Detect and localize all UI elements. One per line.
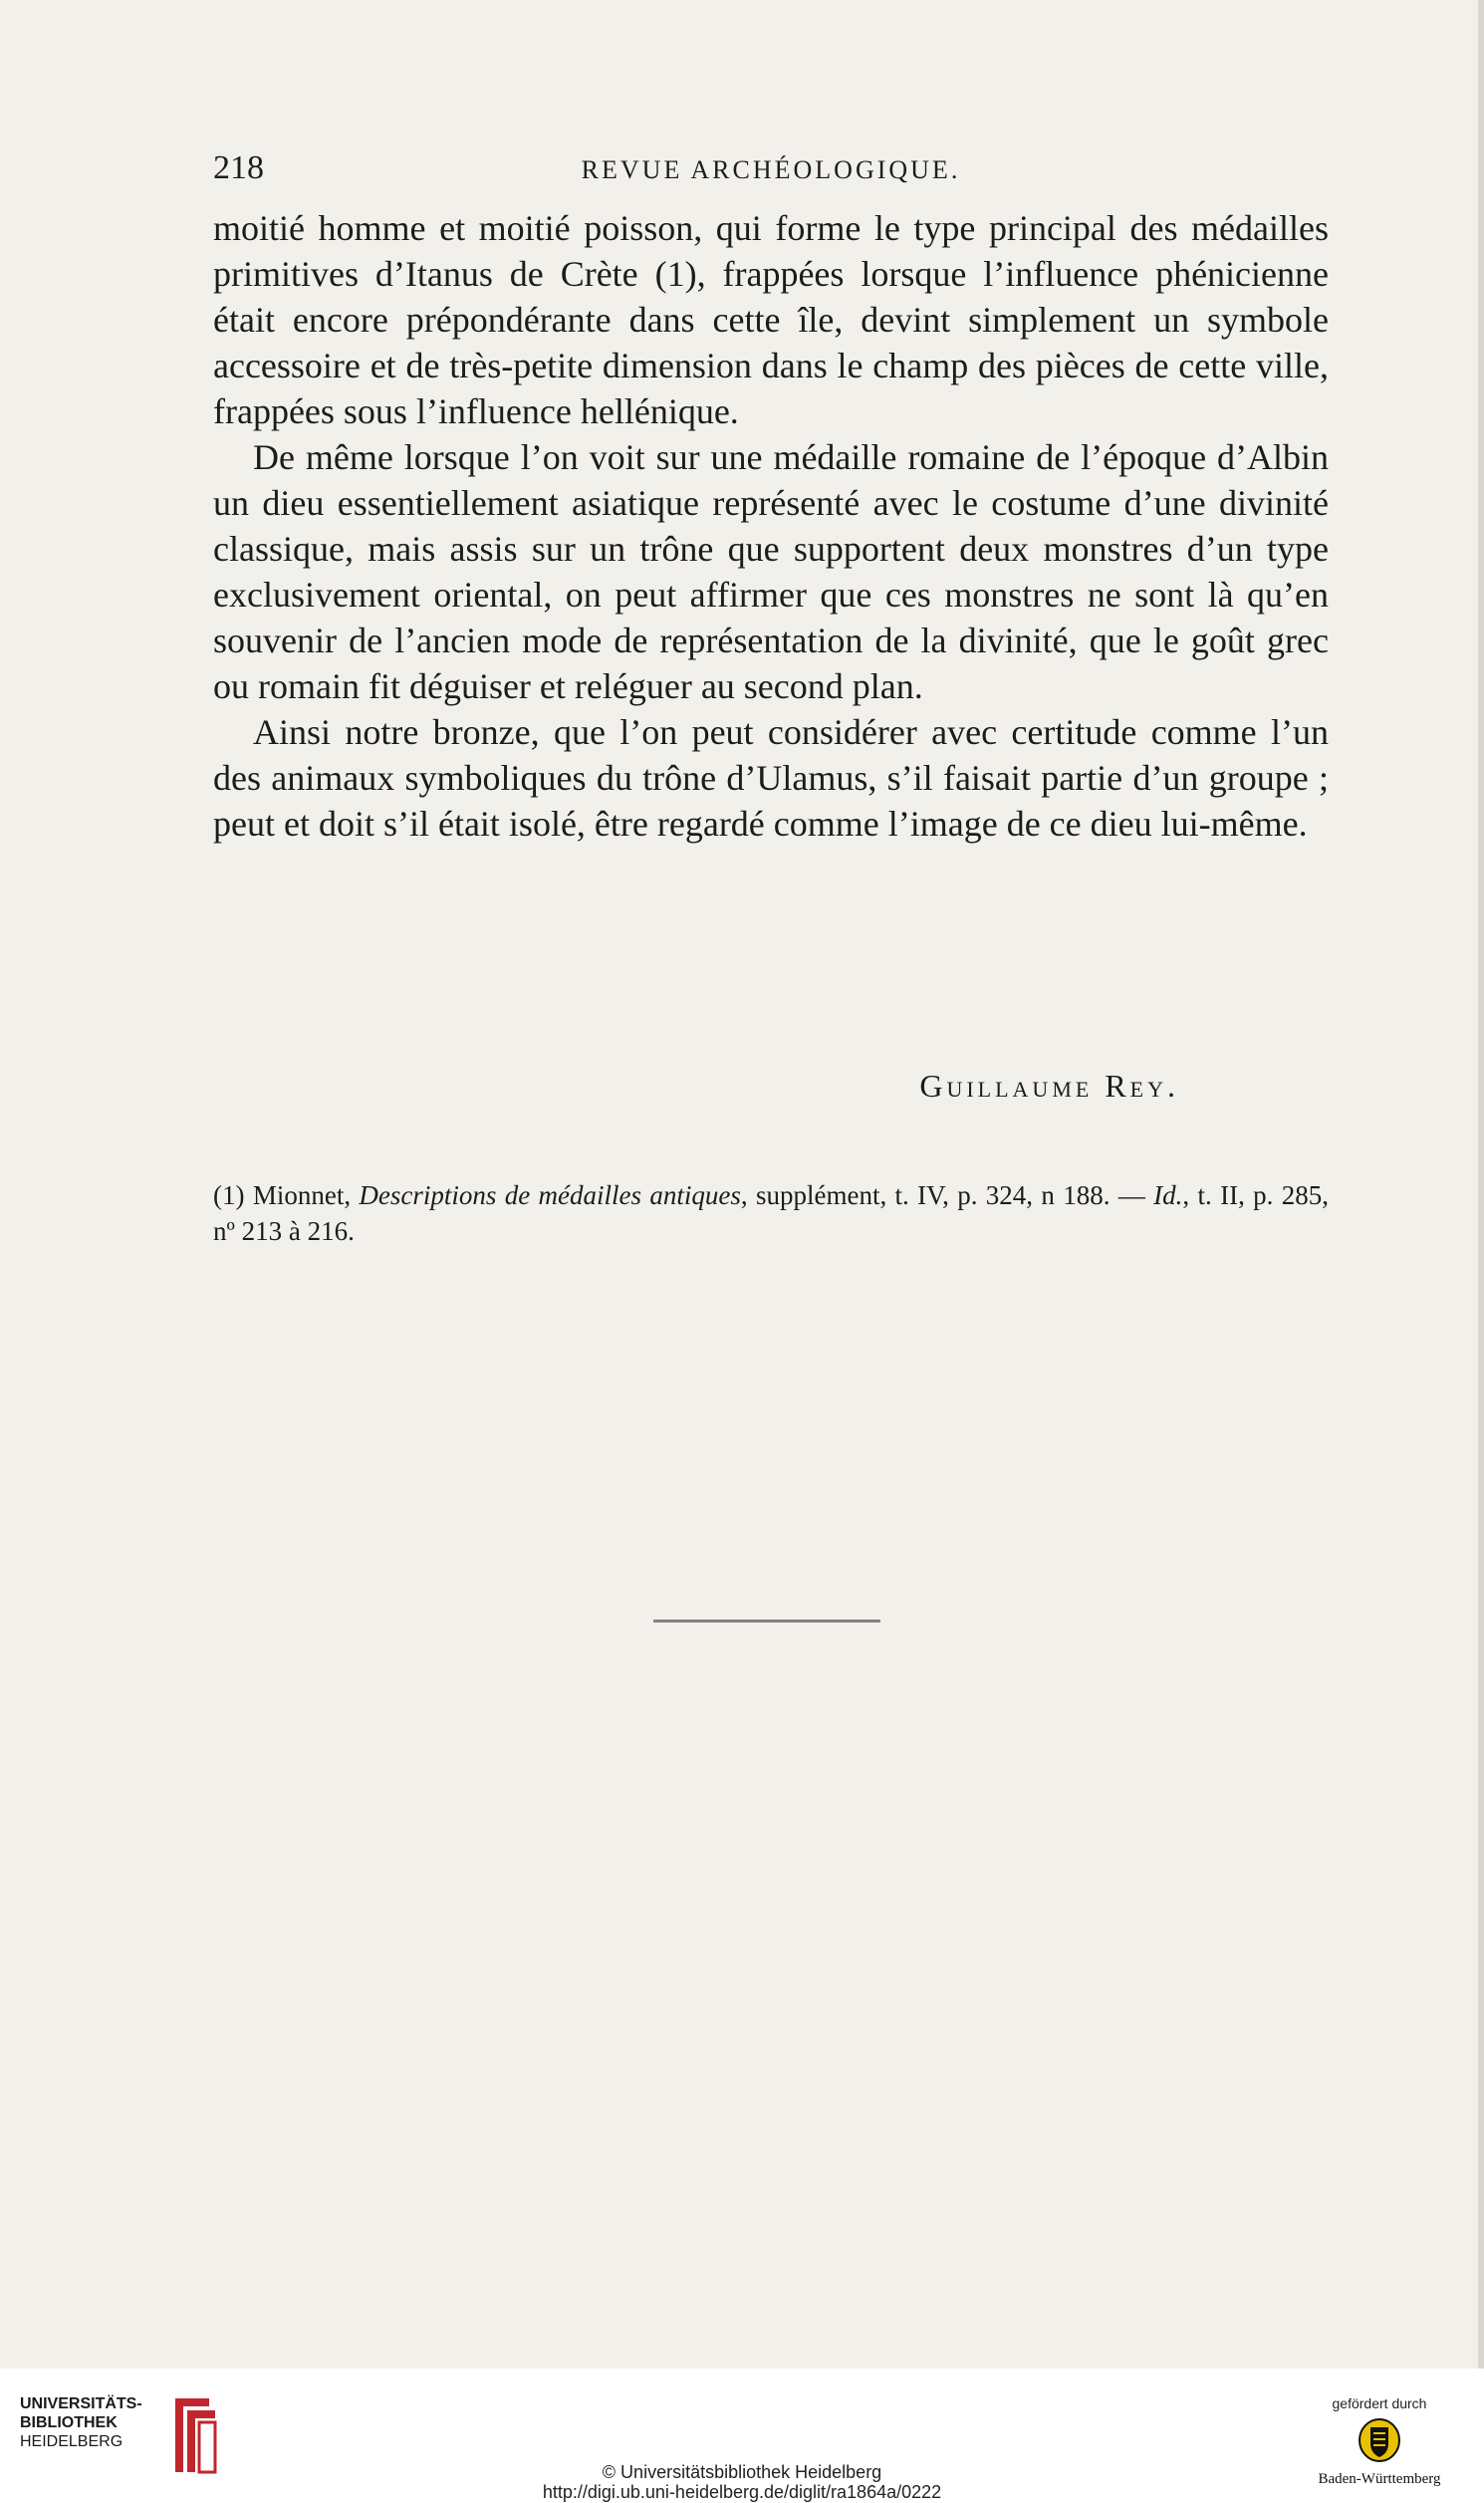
funder-logo[interactable] xyxy=(1295,2395,1464,2495)
author-signature: Guillaume Rey. xyxy=(919,1068,1179,1104)
footnote-text xyxy=(213,1177,1329,1249)
copyright-notice: © Universitätsbibliothek Heidelberg xyxy=(602,2462,882,2482)
footnote-marker: (1) Mionnet, xyxy=(213,1180,360,1210)
funder-label: gefördert durch xyxy=(1332,2395,1427,2411)
page-header xyxy=(213,149,1329,189)
running-title: REVUE ARCHÉOLOGIQUE. xyxy=(581,155,961,184)
footnote-title: Descriptions de médailles antiques xyxy=(359,1180,741,1210)
library-logo[interactable] xyxy=(20,2394,209,2484)
footnote-id: Id. xyxy=(1153,1180,1183,1210)
library-mark-icon xyxy=(169,2394,217,2476)
article-body xyxy=(213,205,1329,847)
paragraph-3: Ainsi notre bronze, que l’on peut considérer avec certitude comme l’un des animaux symboliques du trône d’Ulamus, s’il faisait partie d’un groupe ; peut et doit s’il était isolé, être regardé comme l’image de ce dieu lui-même. xyxy=(213,712,1329,844)
paragraph-1: moitié homme et moitié poisson, qui forme le type principal des médailles primitives d’Itanus de Crète (1), frappées lorsque l’influence phénicienne était encore prépondérante dans cette île, devint simplement un symbole accessoire et de très-petite dimension dans le champ des pièces de cette ville, frappées sous l’influence hellénique. xyxy=(213,208,1329,431)
funder-name: Baden-Württemberg xyxy=(1318,2471,1441,2487)
coat-of-arms-icon xyxy=(1357,2417,1402,2463)
footnote-rest: , supplément, t. IV, p. 324, n 188. — xyxy=(740,1180,1154,1210)
permalink[interactable]: http://digi.ub.uni-heidelberg.de/diglit/ra1864a/0222 xyxy=(542,2482,942,2502)
paragraph-2: De même lorsque l’on voit sur une médaille romaine de l’époque d’Albin un dieu essentiellement asiatique représenté avec le costume d’une divinité classique, mais assis sur un trône que supportent deux monstres d’un type exclusivement oriental, on peut affirmer que ces monstres ne sont là qu’en souvenir de l’ancien mode de représentation de la divinité, que le goût grec ou romain fit déguiser et reléguer au second plan. xyxy=(213,437,1329,706)
library-name: UNIVERSITÄTS- BIBLIOTHEK HEIDELBERG xyxy=(20,2395,142,2450)
footnote-tail: , t. II, p. 285, nº 213 à 216. xyxy=(213,1180,1329,1246)
page-number: 218 xyxy=(213,149,264,186)
footnote xyxy=(213,1177,1329,1249)
page-edge xyxy=(1478,0,1484,2369)
show-through-rule xyxy=(653,1620,880,1623)
